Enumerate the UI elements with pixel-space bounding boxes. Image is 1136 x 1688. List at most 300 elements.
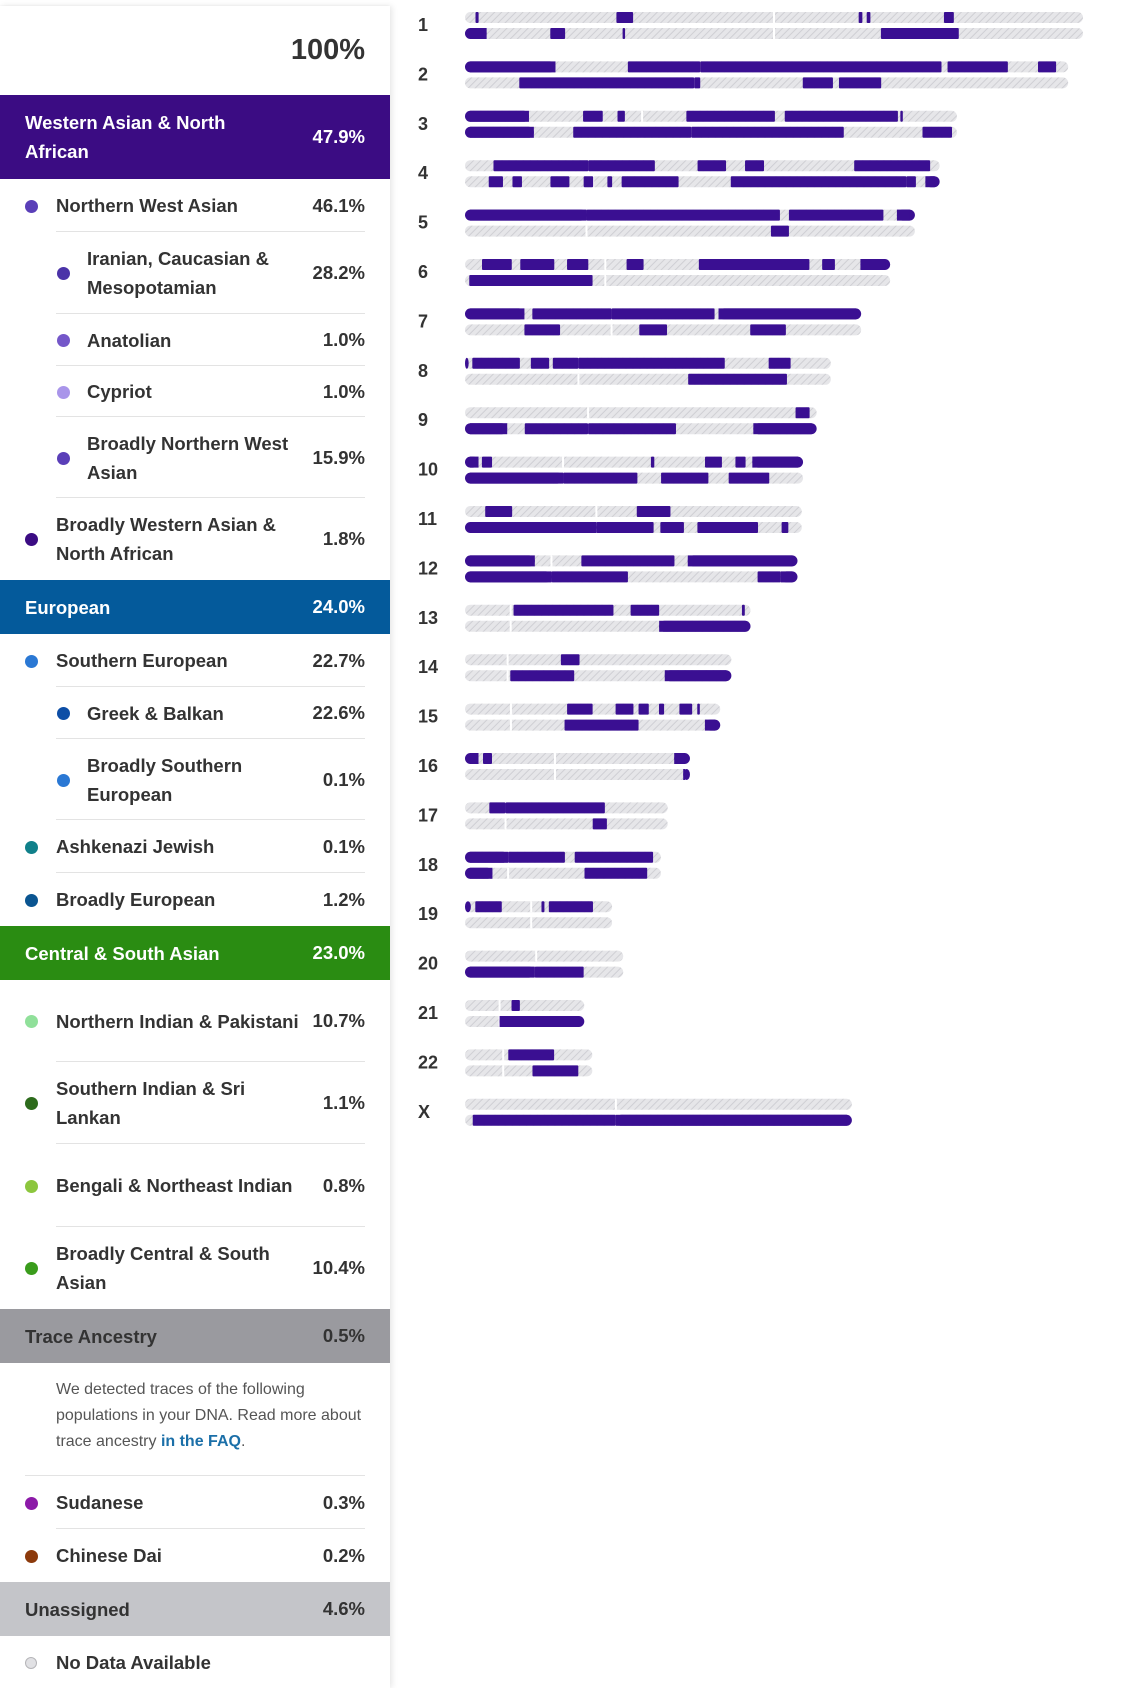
trace-description — [0, 1363, 390, 1475]
ancestry-segment — [512, 1000, 520, 1011]
trace-description-end: . — [240, 1433, 246, 1450]
ancestry-segment — [616, 704, 634, 715]
centromere — [507, 670, 509, 681]
ancestry-segment — [617, 111, 624, 122]
ancestry-segment — [679, 704, 692, 715]
ancestry-segment — [948, 61, 1008, 72]
ancestry-segment — [553, 358, 579, 369]
chromosome-label: 2 — [418, 64, 429, 85]
ancestry-segment-fill — [616, 1115, 847, 1126]
chromosome-8[interactable] — [418, 358, 831, 385]
no-data-row[interactable] — [0, 1636, 390, 1688]
chromosome-label: 1 — [418, 15, 429, 35]
ancestry-label: Greek & Balkan — [87, 702, 224, 724]
color-dot — [25, 894, 38, 907]
group-header-trace[interactable] — [0, 1309, 390, 1363]
ancestry-segment — [584, 176, 593, 187]
color-dot — [25, 1015, 38, 1028]
ancestry-segment — [782, 522, 789, 533]
ancestry-segment — [697, 522, 758, 533]
group-percent: 47.9% — [312, 126, 365, 147]
ancestry-segment-fill — [752, 457, 798, 468]
centromere — [587, 407, 589, 418]
ancestry-row[interactable] — [0, 1529, 390, 1582]
ancestry-row[interactable] — [0, 687, 390, 739]
ancestry-row[interactable] — [0, 820, 390, 873]
ancestry-segment — [694, 77, 700, 88]
ancestry-segment — [585, 868, 648, 879]
chromosome-copy-top — [465, 753, 690, 764]
group-label: Unassigned — [25, 1598, 130, 1620]
ancestry-segment — [485, 506, 512, 517]
ancestry-row[interactable] — [0, 366, 390, 417]
no-data-dot — [25, 1657, 37, 1669]
ancestry-label: Broadly Central & South Asian — [56, 1243, 270, 1293]
chromosome-7[interactable] — [418, 308, 861, 335]
ancestry-segment-fill — [470, 868, 492, 879]
ancestry-percent: 10.4% — [312, 1257, 365, 1278]
ancestry-segment — [688, 374, 787, 385]
ancestry-segment-fill — [470, 852, 508, 863]
ancestry-segment — [508, 1049, 554, 1060]
chromosome-label: 15 — [418, 706, 439, 727]
ancestry-segment — [512, 176, 521, 187]
chromosome-5[interactable] — [418, 210, 915, 237]
chromosome-copy-bot — [465, 769, 690, 780]
ancestry-label: Broadly Southern European — [87, 754, 243, 805]
ancestry-segment-fill — [500, 1016, 580, 1027]
ancestry-segment — [854, 160, 930, 171]
ancestry-segment — [867, 12, 871, 23]
ancestry-row[interactable] — [0, 232, 390, 314]
ancestry-segment-fill — [470, 967, 535, 978]
chromosome-copy-top — [465, 654, 731, 665]
ancestry-segment — [483, 753, 492, 764]
color-dot — [25, 1497, 38, 1510]
ancestry-label: Southern European — [56, 650, 228, 671]
centromere — [595, 506, 597, 517]
chromosome-6[interactable] — [418, 259, 890, 286]
ancestry-percent: 22.6% — [312, 702, 365, 723]
chromosome-label: 3 — [418, 113, 429, 134]
centromere — [535, 951, 537, 962]
chromosome-1[interactable] — [418, 12, 1083, 39]
chromosome-label: 7 — [418, 311, 429, 332]
ancestry-segment — [803, 77, 833, 88]
color-dot — [57, 452, 70, 465]
color-dot — [25, 841, 38, 854]
ancestry-row[interactable] — [0, 739, 390, 820]
group-percent: 24.0% — [312, 596, 365, 617]
chromosome-21[interactable] — [418, 1000, 584, 1027]
ancestry-segment — [742, 605, 745, 616]
ancestry-segment — [508, 852, 565, 863]
ancestry-segment — [612, 308, 715, 319]
ancestry-segment — [785, 111, 898, 122]
ancestry-segment — [735, 457, 745, 468]
centromere — [510, 720, 512, 731]
ancestry-segment-fill — [659, 621, 745, 632]
ancestry-segment-fill — [470, 473, 563, 484]
ancestry-segment — [575, 852, 653, 863]
ancestry-sidebar — [0, 6, 390, 1688]
ancestry-segment — [631, 605, 660, 616]
ancestry-segment — [906, 176, 915, 187]
ancestry-segment-fill — [470, 753, 478, 764]
chromosome-15[interactable] — [418, 704, 720, 731]
centromere — [530, 901, 532, 912]
ancestry-percent: 0.3% — [322, 1491, 365, 1513]
color-dot — [57, 707, 70, 720]
ancestry-segment — [789, 210, 883, 221]
ancestry-segment — [769, 358, 791, 369]
ancestry-segment — [700, 61, 941, 72]
chromosome-label: X — [418, 1101, 431, 1122]
chromosome-17[interactable] — [418, 802, 668, 829]
chromosome-3[interactable] — [418, 111, 957, 138]
ancestry-percent: 0.1% — [322, 768, 365, 790]
ancestry-segment — [567, 259, 588, 270]
chromosome-12[interactable] — [418, 555, 797, 582]
ancestry-segment — [465, 358, 469, 369]
ancestry-label: Broadly Northern West Asian — [87, 432, 289, 483]
ancestry-percent: 28.2% — [312, 262, 365, 283]
ancestry-label: Northern Indian & Pakistani — [56, 1010, 299, 1032]
chromosome-copy-top — [465, 506, 802, 517]
centromere — [530, 917, 532, 928]
ancestry-segment — [550, 176, 569, 187]
chromosome-label: 22 — [418, 1052, 439, 1073]
ancestry-segment — [482, 259, 512, 270]
ancestry-segment — [489, 176, 503, 187]
ancestry-label: Sudanese — [56, 1492, 144, 1513]
ancestry-segment-fill — [470, 571, 551, 582]
ancestry-groups — [0, 95, 390, 1636]
ancestry-segment — [1038, 61, 1056, 72]
ancestry-segment — [532, 1065, 578, 1076]
ancestry-row[interactable] — [0, 1476, 390, 1529]
ancestry-segment — [549, 901, 593, 912]
ancestry-row[interactable] — [0, 634, 390, 687]
ancestry-segment-fill — [683, 769, 685, 780]
ancestry-segment-fill — [674, 753, 685, 764]
centromere — [615, 1099, 617, 1110]
ancestry-row[interactable] — [0, 498, 390, 580]
group-header-central_south_asian[interactable] — [0, 926, 390, 980]
ancestry-label: Broadly Western Asian & North African — [56, 514, 277, 564]
trace-description-text: We detected traces of the following populations in your DNA. Read more about trace ancestry — [56, 1381, 362, 1450]
ancestry-segment — [745, 160, 764, 171]
ancestry-segment — [565, 720, 639, 731]
group-percent: 4.6% — [322, 1598, 365, 1619]
ancestry-segment — [551, 571, 627, 582]
chromosome-label: 18 — [418, 854, 439, 875]
ancestry-segment — [514, 605, 614, 616]
chromosome-2[interactable] — [418, 61, 1068, 88]
ancestry-segment — [623, 28, 625, 39]
ancestry-segment — [697, 704, 700, 715]
ancestry-percent: 22.7% — [312, 649, 365, 671]
ancestry-segment-fill — [470, 457, 479, 468]
centromere — [554, 753, 556, 764]
ancestry-segment — [588, 160, 654, 171]
ancestry-segment-fill — [897, 210, 910, 221]
group-percent: 0.5% — [322, 1325, 365, 1346]
color-dot — [57, 386, 70, 399]
centromere — [554, 769, 556, 780]
group-label: Trace Ancestry — [25, 1325, 157, 1347]
ancestry-label: Bengali & Northeast Indian — [56, 1175, 293, 1196]
ancestry-label: Northern West Asian — [56, 195, 238, 216]
centromere — [550, 555, 552, 566]
chromosome-16[interactable] — [418, 753, 690, 780]
ancestry-segment — [586, 210, 779, 221]
centromere — [773, 28, 775, 39]
chromosome-14[interactable] — [418, 654, 731, 681]
chromosome-label: 11 — [418, 509, 438, 529]
chromosome-label: 20 — [418, 953, 439, 974]
ancestry-label: Iranian, Caucasian & Mesopotamian — [87, 248, 269, 298]
ancestry-label: Broadly European — [56, 889, 216, 910]
chromosome-label: 5 — [418, 212, 429, 233]
ancestry-segment — [622, 176, 679, 187]
ancestry-segment — [698, 160, 726, 171]
chromosome-copy-top — [465, 951, 623, 962]
ancestry-segment — [944, 12, 954, 23]
ancestry-segment-fill — [470, 210, 586, 221]
ancestry-segment — [859, 12, 863, 23]
color-dot — [25, 1550, 38, 1563]
chromosome-X[interactable] — [418, 1099, 852, 1126]
ancestry-segment — [581, 555, 674, 566]
ancestry-segment — [469, 275, 592, 286]
centromere — [507, 868, 509, 879]
ancestry-segment — [465, 901, 471, 912]
ancestry-segment — [550, 28, 565, 39]
ancestry-segment — [472, 358, 520, 369]
ancestry-segment — [476, 12, 479, 23]
chromosome-copy-top — [465, 1099, 852, 1110]
ancestry-percent: 1.2% — [322, 888, 365, 910]
ancestry-segment-fill — [470, 111, 529, 122]
ancestry-percent: 0.1% — [322, 835, 365, 857]
ancestry-row[interactable] — [0, 1062, 390, 1144]
ancestry-segment-fill — [753, 423, 811, 434]
ancestry-segment — [493, 160, 588, 171]
chromosome-copy-bot — [465, 818, 668, 829]
ancestry-segment — [588, 423, 676, 434]
centromere — [773, 12, 775, 23]
chromosome-11[interactable] — [418, 506, 802, 533]
chromosome-22[interactable] — [418, 1049, 592, 1076]
ancestry-segment-fill — [470, 522, 596, 533]
ancestry-segment-fill — [688, 555, 793, 566]
chromosome-20[interactable] — [418, 951, 623, 978]
ancestry-segment — [531, 358, 549, 369]
group-header-unassigned[interactable] — [0, 1582, 390, 1636]
ancestry-segment — [561, 654, 580, 665]
ancestry-row[interactable] — [0, 179, 390, 232]
ancestry-segment — [563, 473, 637, 484]
ancestry-percent: 1.1% — [322, 1092, 365, 1113]
chromosome-label: 6 — [418, 262, 429, 282]
centromere — [510, 621, 512, 632]
ancestry-segment — [660, 522, 684, 533]
ancestry-segment — [489, 802, 505, 813]
color-dot — [25, 1097, 38, 1110]
ancestry-row[interactable] — [0, 980, 390, 1062]
chromosome-label: 8 — [418, 360, 429, 381]
ancestry-segment — [627, 259, 644, 270]
ancestry-segment-fill — [470, 555, 535, 566]
centromere — [585, 226, 587, 237]
centromere — [641, 111, 643, 122]
ancestry-segment — [661, 473, 708, 484]
ancestry-segment — [573, 127, 691, 138]
color-dot — [25, 1180, 38, 1193]
ancestry-segment — [520, 259, 554, 270]
ancestry-segment — [691, 127, 843, 138]
ancestry-segment — [637, 506, 671, 517]
ancestry-label: Southern Indian & Sri Lankan — [56, 1078, 246, 1128]
ancestry-segment — [639, 704, 649, 715]
ancestry-percent: 1.8% — [322, 528, 365, 549]
group-header-european[interactable] — [0, 580, 390, 634]
ancestry-segment — [639, 324, 667, 335]
ancestry-segment — [839, 77, 881, 88]
ancestry-segment — [758, 571, 781, 582]
centromere — [577, 374, 579, 385]
ancestry-segment — [771, 226, 789, 237]
ancestry-segment-fill — [470, 61, 555, 72]
ancestry-segment — [729, 473, 770, 484]
ancestry-row[interactable] — [0, 873, 390, 926]
centromere — [499, 1000, 501, 1011]
ancestry-segment — [535, 967, 584, 978]
centromere — [502, 1065, 504, 1076]
chromosome-copy-bot — [465, 226, 915, 237]
chromosome-18[interactable] — [418, 852, 661, 879]
centromere — [611, 324, 613, 335]
ancestry-label: Ashkenazi Jewish — [56, 836, 215, 857]
ancestry-segment — [705, 457, 722, 468]
chromosome-label: 14 — [418, 657, 439, 678]
ancestry-segment — [607, 176, 612, 187]
ancestry-label: Cypriot — [87, 381, 152, 402]
ancestry-segment-fill — [781, 571, 793, 582]
ancestry-segment — [578, 358, 724, 369]
ancestry-row[interactable] — [0, 1227, 390, 1309]
chromosome-13[interactable] — [418, 605, 751, 632]
ancestry-segment — [596, 522, 653, 533]
ancestry-segment — [796, 407, 810, 418]
chromosome-label: 19 — [418, 904, 439, 925]
chromosome-10[interactable] — [418, 457, 803, 484]
chromosome-4[interactable] — [418, 160, 940, 187]
centromere — [604, 275, 606, 286]
ancestry-segment — [510, 670, 574, 681]
chromosome-19[interactable] — [418, 901, 612, 928]
chromosome-copy-top — [465, 407, 817, 418]
chromosome-label: 16 — [418, 756, 439, 776]
color-dot — [57, 774, 70, 787]
ancestry-segment — [593, 818, 607, 829]
ancestry-segment — [519, 77, 694, 88]
ancestry-row[interactable] — [0, 417, 390, 498]
ancestry-row[interactable] — [0, 1144, 390, 1227]
group-label: European — [25, 596, 111, 618]
chromosome-copy-bot — [465, 917, 612, 928]
color-dot — [25, 655, 38, 668]
ancestry-percent: 10.7% — [312, 1010, 365, 1031]
chromosome-label: 13 — [418, 607, 439, 628]
ancestry-segment-fill — [860, 259, 885, 270]
ancestry-percent: 0.8% — [322, 1174, 365, 1196]
chromosome-label: 17 — [418, 805, 439, 826]
ancestry-segment-fill — [470, 28, 487, 39]
ancestry-percent: 1.0% — [322, 380, 365, 402]
color-dot — [25, 1262, 38, 1275]
ancestry-segment — [900, 111, 902, 122]
ancestry-label: Anatolian — [87, 329, 172, 351]
ancestry-segment-fill — [925, 176, 934, 187]
centromere — [510, 704, 512, 715]
centromere — [505, 818, 507, 829]
centromere — [510, 605, 512, 616]
ancestry-segment — [686, 111, 775, 122]
ancestry-segment — [616, 12, 633, 23]
ancestry-segment — [475, 901, 501, 912]
ancestry-segment — [583, 111, 603, 122]
color-dot — [25, 200, 38, 213]
ancestry-segment — [524, 324, 560, 335]
ancestry-segment-fill — [705, 720, 715, 731]
ancestry-segment — [525, 423, 588, 434]
chromosome-label: 4 — [418, 163, 429, 184]
group-label: Western Asian & North African — [25, 112, 226, 162]
chromosome-label: 9 — [418, 410, 429, 431]
ancestry-percent: 0.2% — [322, 1544, 365, 1566]
ancestry-segment — [473, 1115, 616, 1126]
group-percent: 23.0% — [312, 942, 365, 963]
centromere — [502, 1049, 504, 1060]
color-dot — [57, 267, 70, 280]
ancestry-row[interactable] — [0, 314, 390, 366]
total-percent: 100% — [290, 34, 365, 66]
faq-link[interactable]: in the FAQ — [160, 1433, 241, 1450]
ancestry-percent: 1.0% — [322, 329, 365, 350]
centromere — [507, 654, 509, 665]
chromosome-label: 10 — [418, 459, 439, 480]
chromosome-label: 21 — [418, 1003, 439, 1023]
ancestry-segment — [922, 127, 952, 138]
ancestry-segment — [881, 28, 959, 39]
ancestry-segment — [506, 802, 605, 813]
ancestry-segment — [822, 259, 835, 270]
ancestry-segment — [750, 324, 786, 335]
ancestry-segment-fill — [665, 670, 727, 681]
chromosome-9[interactable] — [418, 407, 817, 434]
ancestry-segment-fill — [470, 423, 507, 434]
group-header-western_asian[interactable] — [0, 95, 390, 179]
ancestry-segment — [541, 901, 544, 912]
ancestry-segment — [699, 259, 810, 270]
chromosome-copy-top — [465, 1000, 584, 1011]
ancestry-label: Chinese Dai — [56, 1545, 162, 1566]
ancestry-segment-fill — [470, 308, 524, 319]
ancestry-segment-fill — [719, 308, 857, 319]
ancestry-segment-fill — [470, 127, 534, 138]
